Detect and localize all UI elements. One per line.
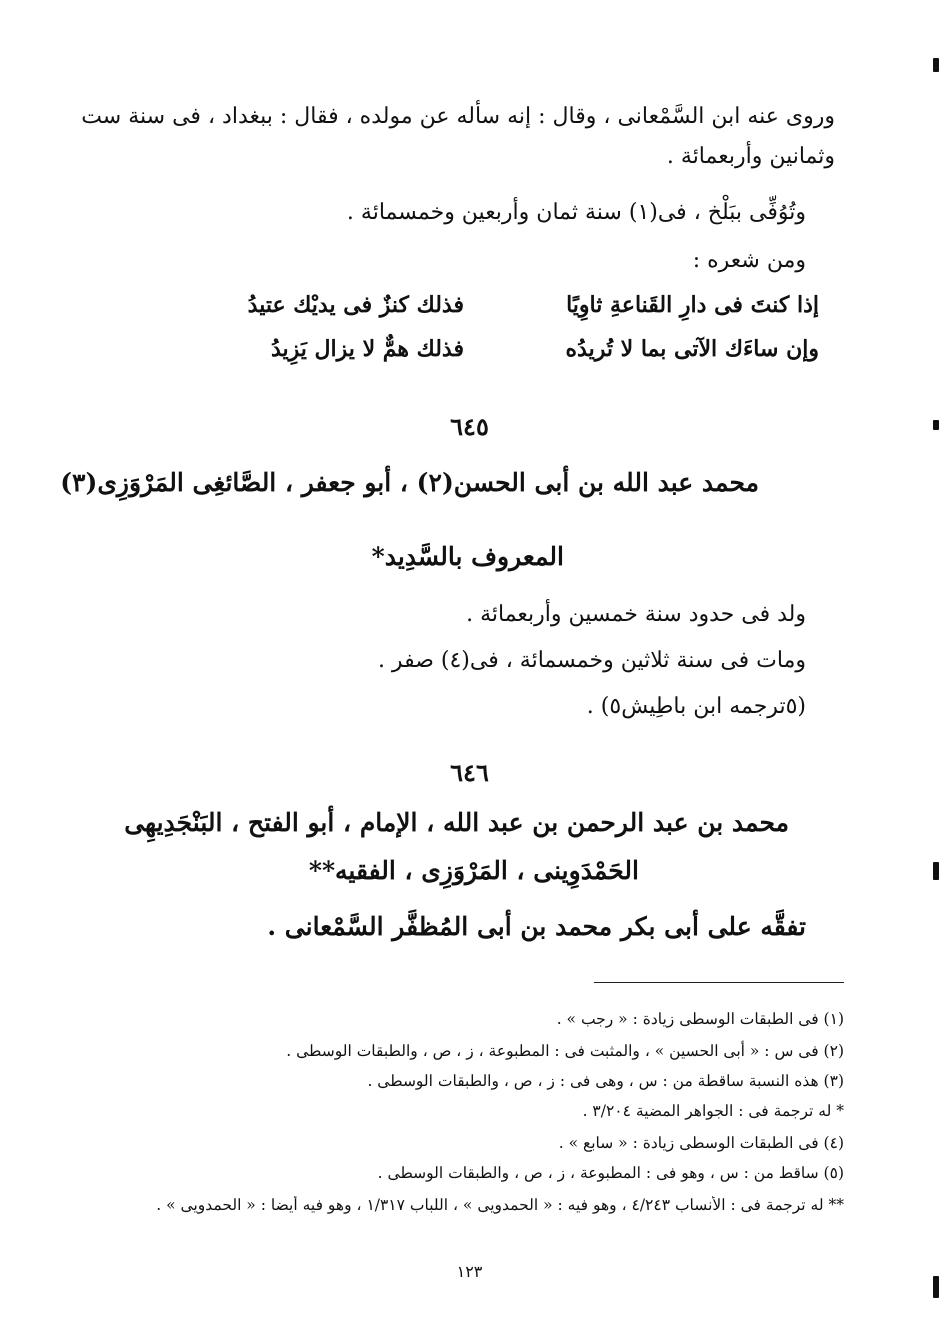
entry-title: المعروف بالسَّدِيد*	[371, 542, 564, 571]
footnote: (٢) فى س : « أبى الحسين » ، والمثبت فى : المطبوعة ، ز ، ص ، والطبقات الوسطى .	[286, 1042, 844, 1060]
entry-title: الحَمْدَوِينى ، المَرْوَزِى ، الفقيه**	[308, 856, 639, 885]
footnote: (١) فى الطبقات الوسطى زيادة : « رجب » .	[556, 1010, 844, 1028]
verse-second-hemistich: فذلك همٌّ لا يزال يَزِيدُ	[270, 336, 464, 362]
entry-body-line: (٥ترجمه ابن باطِيش٥) .	[586, 694, 806, 719]
footnote: (٤) فى الطبقات الوسطى زيادة : « سابع » .	[558, 1134, 844, 1152]
text-line: وثمانين وأربعمائة .	[666, 144, 835, 169]
scan-edge-mark	[933, 58, 939, 72]
footnote: * له ترجمة فى : الجواهر المضية ٣/٢٠٤ .	[582, 1102, 844, 1120]
footnote: ** له ترجمة فى : الأنساب ٤/٢٤٣ ، وهو فيه : « الحمدويى » ، اللباب ١/٣١٧ ، وهو فيه أيضا : « الحمدويى » .	[156, 1196, 844, 1214]
page-number: ١٢٣	[456, 1262, 483, 1281]
footnote: (٣) هذه النسبة ساقطة من : س ، وهى فى : ز ، ص ، والطبقات الوسطى .	[367, 1072, 844, 1090]
entry-body-line: ومات فى سنة ثلاثين وخمسمائة ، فى(٤) صفر .	[377, 648, 806, 673]
text-line: وتُوُفِّى ببَلْخ ، فى(١) سنة ثمان وأربعين وخمسمائة .	[346, 200, 806, 225]
verse-first-hemistich: وإن ساءَك الآتى بما لا تُريدُه	[565, 336, 819, 362]
entry-title: محمد بن عبد الرحمن بن عبد الله ، الإمام ، أبو الفتح ، البَنْجَدِيهِى	[124, 808, 789, 837]
entry-number: ٦٤٥	[450, 412, 489, 441]
text-line: وروى عنه ابن السَّمْعانى ، وقال : إنه سأله عن مولده ، فقال : ببغداد ، فى سنة ست	[81, 104, 835, 129]
text-line: ومن شعره :	[692, 248, 806, 273]
entry-number: ٦٤٦	[450, 758, 489, 787]
entry-body-line: ولد فى حدود سنة خمسين وأربعمائة .	[466, 602, 806, 627]
verse-second-hemistich: فذلك كنزٌ فى يديْك عتيدُ	[247, 292, 464, 318]
entry-body-line: تفقَّه على أبى بكر محمد بن أبى المُظفَّر السَّمْعانى .	[267, 912, 806, 941]
entry-title: محمد عبد الله بن أبى الحسن(٢) ، أبو جعفر ، الصَّائغِى المَرْوَزِى(٣)	[60, 468, 759, 497]
footnote-separator	[594, 982, 844, 983]
scan-edge-mark	[933, 862, 939, 880]
footnote: (٥) ساقط من : س ، وهو فى : المطبوعة ، ز ، ص ، والطبقات الوسطى .	[377, 1164, 844, 1182]
verse-first-hemistich: إذا كنتَ فى دارِ القَناعةِ ثاوِيًا	[566, 292, 819, 318]
